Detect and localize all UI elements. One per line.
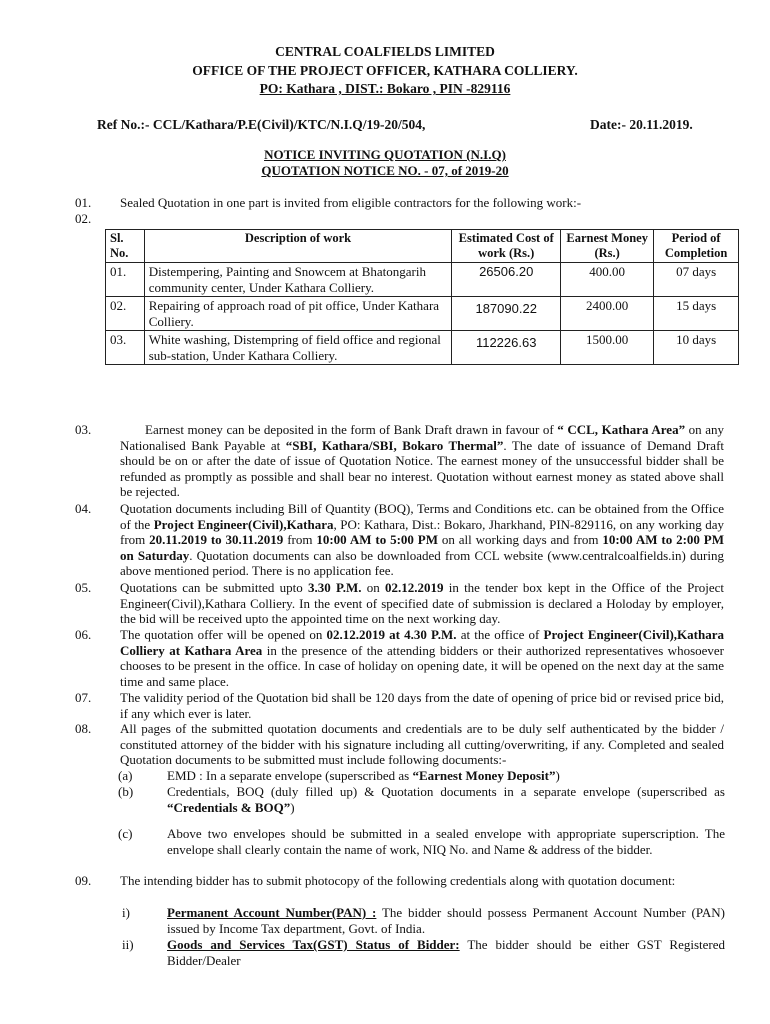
sub-emd (167, 768, 725, 784)
cell-sl: 01. (106, 263, 145, 297)
para-number: 04. (75, 501, 92, 516)
sub-envelopes: Above two envelopes should be submitted in a sealed envelope with appropriate superscription. The envelope shall clearly contain the name of work, NIQ No. and Name & address of the bidder. (167, 826, 725, 857)
text-bold: “SBI, Kathara/SBI, Bokaro Thermal” (285, 437, 504, 453)
cell-sl: 02. (106, 297, 145, 331)
sub-gst (167, 937, 725, 968)
cell-emd: 2400.00 (561, 297, 654, 331)
text-bold: 10:00 AM to 5:00 PM (316, 532, 438, 547)
text-bold: Goods and Services Tax(GST) Status of Bidder: (167, 937, 460, 952)
cell-description: Distempering, Painting and Snowcem at Bhatongarih community center, Under Kathara Colliery. (144, 263, 452, 297)
text: . Quotation documents can also be downloaded from CCL website (www.centralcoalfields.in) during above mentioned period. There is no application fee. (120, 547, 724, 578)
sub-label: i) (122, 905, 130, 920)
header-sl: Sl. No. (106, 230, 145, 263)
para-opening (120, 627, 724, 689)
works-table (105, 229, 739, 365)
text: from (283, 532, 317, 547)
para-number: 08. (75, 721, 92, 736)
office-address: PO: Kathara , DIST.: Bokaro , PIN -829116 (259, 81, 511, 96)
text: Earnest money can be deposited in the form of Bank Draft drawn in favour of (145, 422, 558, 437)
para-quotation-documents (120, 501, 724, 579)
para-credentials: The intending bidder has to submit photocopy of the following credentials along with quotation document: (120, 873, 676, 888)
cell-emd: 1500.00 (561, 331, 654, 365)
text: . The date of issuance of Demand Draft should be on or after the date of issue of Quotation Notice. The earnest money of the unsuccessful bidder shall be refunded as promptly as possible and shall bear no interest. Quotation without earnest money as stated above shall be rejected. (120, 437, 725, 499)
notice-number: QUOTATION NOTICE NO. - 07, of 2019-20 (261, 163, 509, 178)
sub-label: ii) (122, 937, 134, 952)
cell-description: Repairing of approach road of pit office, Under Kathara Colliery. (144, 297, 452, 331)
sub-label: (b) (118, 784, 134, 799)
text-bold: “Earnest Money Deposit” (412, 768, 556, 783)
cell-emd: 400.00 (561, 263, 654, 297)
org-name: CENTRAL COALFIELDS LIMITED (275, 44, 495, 59)
table-row (106, 297, 739, 331)
table-row (106, 331, 739, 365)
cell-cost: 187090.22 (452, 297, 561, 331)
text-bold: “Credentials & BOQ” (167, 799, 291, 815)
para-validity: The validity period of the Quotation bid shall be 120 days from the date of opening of price bid or revised price bid, if any which ever is later. (120, 690, 724, 721)
text: Credentials, BOQ (duly filled up) & Quotation documents in a separate envelope (superscribed as (167, 784, 725, 799)
text-bold: Project Engineer(Civil),Kathara Colliery at Kathara Area (120, 627, 724, 658)
text: The bidder should possess Permanent Account Number (PAN) issued by Income Tax department, Govt. of India. (167, 905, 725, 936)
sub-label: (a) (118, 768, 133, 783)
sub-label: (c) (118, 826, 133, 841)
para-number: 07. (75, 690, 92, 705)
header-earnest-money: Earnest Money (Rs.) (561, 230, 654, 263)
item-number: 01. (75, 195, 92, 210)
reference-number: Ref No.:- CCL/Kathara/P.E(Civil)/KTC/N.I.Q/19-20/504, (97, 117, 426, 132)
table-header-row (106, 230, 739, 263)
item-text: Sealed Quotation in one part is invited from eligible contractors for the following work:- (120, 195, 582, 210)
text-bold: Permanent Account Number(PAN) : (167, 905, 377, 920)
text-bold: Project Engineer(Civil),Kathara (153, 516, 334, 532)
text: in the presence of the attending bidders or their authorized representatives whosoever chooses to be present in the office. In case of holiday on opening date, it will be opened on the next day at the same time and same place. (120, 642, 724, 689)
text: ) (290, 799, 295, 815)
text: on (361, 580, 385, 595)
para-submission (120, 580, 724, 627)
sub-credentials (167, 784, 725, 815)
text: on any Nationalised Bank Payable at (120, 422, 724, 453)
text-bold: 02.12.2019 (384, 580, 444, 595)
text: Quotation documents including Bill of Quantity (BOQ), Terms and Conditions etc. can be obtained from the Office of the (120, 501, 724, 532)
text-bold: “ CCL, Kathara Area” (557, 422, 686, 437)
para-number: 06. (75, 627, 92, 642)
para-documents: All pages of the submitted quotation documents and credentials are to be duly self authenticated by the bidder / constituted attorney of the bidder with his signature including all cutting/overwriting, if any. Completed and sealed Quotation documents to be submitted must include following documents:- (120, 721, 724, 767)
header-description: Description of work (144, 230, 452, 263)
cell-cost: 26506.20 (452, 263, 561, 297)
text: ) (555, 768, 560, 783)
text-bold: 10:00 AM to 2:00 PM on Saturday (120, 532, 724, 563)
text: The bidder should be either GST Registered Bidder/Dealer (167, 937, 726, 968)
para-earnest-money (120, 422, 724, 500)
sub-pan (167, 905, 725, 936)
text: Quotations can be submitted upto (120, 580, 308, 595)
header-estimated-cost: Estimated Cost of work (Rs.) (452, 230, 561, 263)
para-number: 09. (75, 873, 92, 888)
cell-period: 07 days (654, 263, 739, 297)
office-name: OFFICE OF THE PROJECT OFFICER, KATHARA COLLIERY. (192, 63, 578, 78)
notice-title: NOTICE INVITING QUOTATION (N.I.Q) (264, 147, 506, 162)
cell-period: 10 days (654, 331, 739, 365)
para-number: 03. (75, 422, 92, 437)
text: in the tender box kept in the Office of the Project Engineer(Civil),Kathara Colliery. In the event of specified date of submission is declared a Holoday by employer, the bid will be received upto the appointed time on the next working day. (120, 580, 724, 626)
text-bold: 3.30 P.M. (307, 580, 362, 595)
text-bold: 02.12.2019 at 4.30 P.M. (326, 627, 457, 642)
cell-period: 15 days (654, 297, 739, 331)
text: on all working days and from (438, 532, 603, 547)
text: The quotation offer will be opened on (120, 627, 327, 642)
table-row (106, 263, 739, 297)
para-number: 05. (75, 580, 92, 595)
cell-description: White washing, Distempring of field office and regional sub-station, Under Kathara Colliery. (144, 331, 452, 365)
text: at the office of (456, 627, 544, 642)
text: , PO: Kathara, Dist.: Bokaro, Jharkhand, PIN-829116, on any working day from (120, 516, 724, 547)
header-period: Period of Completion (654, 230, 739, 263)
notice-date: Date:- 20.11.2019. (590, 117, 693, 132)
text: EMD : In a separate envelope (superscribed as (167, 768, 413, 783)
item-number: 02. (75, 211, 92, 226)
cell-cost: 112226.63 (452, 331, 561, 365)
text-bold: 20.11.2019 to 30.11.2019 (149, 532, 284, 547)
cell-sl: 03. (106, 331, 145, 365)
